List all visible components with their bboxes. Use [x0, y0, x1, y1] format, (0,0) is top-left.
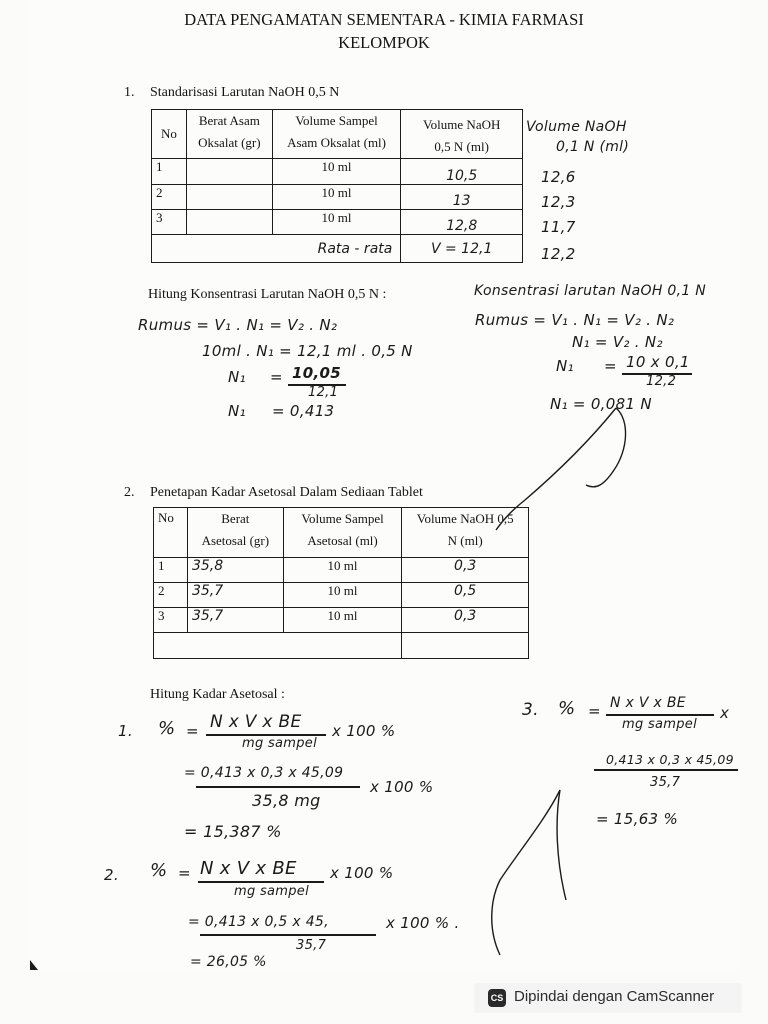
side-value: 12,6 [541, 168, 576, 186]
cell-volume: 10 ml [283, 583, 402, 608]
header-volume-2: Asetosal (ml) [307, 533, 378, 548]
calc1-sub-num: = 0,413 x 0,3 x 45,09 [184, 765, 344, 781]
cell-naoh: 10,5 [446, 168, 478, 184]
side-value: 12,2 [541, 245, 576, 263]
calc1-sub-times: x 100 % [370, 778, 434, 796]
header-volume-1: Volume Sampel [295, 113, 378, 128]
header-berat-2: Oksalat (gr) [198, 135, 261, 150]
cell-naoh: 13 [452, 193, 471, 209]
cell-naoh: 12,8 [446, 218, 478, 234]
formula-result-right: N₁ = 0,081 N [550, 395, 652, 413]
formula-var-right: N₁ [556, 357, 574, 375]
header-volume-2: Asam Oksalat (ml) [287, 135, 386, 150]
cell-berat: 35,8 [191, 558, 224, 574]
calc3-sub-num: 0,413 x 0,3 x 45,09 [606, 752, 734, 767]
cell-volume: 10 ml [272, 159, 401, 185]
cell-no: 1 [152, 159, 187, 185]
calc1-frac-den: mg sampel [242, 736, 318, 751]
cell-no: 3 [152, 210, 187, 235]
calc2-times100: x 100 % [330, 864, 394, 882]
header-berat-1: Berat Asam [198, 113, 260, 128]
calc1-sub-den: 35,8 mg [252, 791, 321, 810]
calc2-sub-times: x 100 % . [386, 914, 460, 932]
footer-value: V = 12,1 [430, 240, 493, 257]
side-value: 12,3 [541, 193, 576, 211]
section1-number: 1. [124, 85, 135, 100]
formula-line-right: N₁ = V₂ . N₂ [572, 333, 663, 351]
fraction-numerator: 10,05 [292, 364, 341, 382]
formula-line-right: Rumus = V₁ . N₁ = V₂ . N₂ [475, 311, 675, 329]
side-header-2: 0,1 N (ml) [556, 139, 630, 155]
section2-number: 2. [124, 485, 135, 500]
group-label: KELOMPOK [338, 33, 430, 52]
ink-stroke [557, 790, 566, 900]
ink-stroke [492, 790, 560, 955]
cell-volume: 10 ml [283, 558, 402, 583]
cell-berat: 35,7 [191, 608, 224, 624]
side-header-1: Volume NaOH [526, 119, 627, 135]
header-volume-1: Volume Sampel [301, 511, 384, 526]
page-corner [30, 960, 38, 970]
camscanner-logo-icon: CS [488, 989, 506, 1007]
formula-result: = 0,413 [272, 402, 335, 420]
header-no: No [152, 110, 187, 159]
calc1-percent: % [158, 718, 176, 739]
header-berat-1: Berat [221, 511, 250, 526]
calc2-frac-num: N x V x BE [200, 858, 297, 879]
formula-var: N₁ [228, 402, 246, 420]
section1-title: Standarisasi Larutan NaOH 0,5 N [150, 85, 340, 100]
cell-volume: 10 ml [283, 608, 402, 633]
formula-heading-right: Konsentrasi larutan NaOH 0,1 N [474, 283, 707, 299]
calc3-percent: % [558, 698, 576, 719]
calc1-frac-num: N x V x BE [210, 712, 302, 732]
cell-naoh: 0,3 [454, 608, 477, 624]
calc1-result: = 15,387 % [184, 822, 282, 841]
cell-volume: 10 ml [272, 185, 401, 210]
calc3-eq: = [588, 702, 601, 720]
header-naoh-1: Volume NaOH [422, 117, 501, 132]
calc1-number: 1. [118, 722, 133, 740]
fraction-denominator: 12,1 [308, 385, 339, 400]
calc3-sub-den: 35,7 [650, 775, 681, 790]
calc3-number: 3. [522, 700, 539, 720]
header-naoh-2: N (ml) [447, 533, 483, 548]
cell-naoh: 0,5 [454, 583, 477, 599]
calc2-heading: Hitung Kadar Asetosal : [150, 687, 285, 702]
ink-line [496, 408, 616, 530]
formula-line: 10ml . N₁ = 12,1 ml . 0,5 N [202, 342, 413, 360]
calc2-eq: = [178, 864, 191, 882]
calc1-eq: = [186, 722, 199, 740]
formula-line: Rumus = V₁ . N₁ = V₂ . N₂ [138, 316, 338, 334]
cell-volume: 10 ml [272, 210, 401, 235]
footer-label: Rata - rata [317, 240, 393, 257]
fraction-denominator-right: 12,2 [646, 374, 677, 389]
calc2-percent: % [150, 860, 168, 881]
side-value: 11,7 [541, 218, 576, 236]
calc1-times100: x 100 % [332, 722, 396, 740]
header-naoh-2: 0,5 N (ml) [434, 139, 489, 154]
watermark-text: Dipindai dengan CamScanner [514, 988, 715, 1005]
cell-berat: 35,7 [191, 583, 224, 599]
document-title: DATA PENGAMATAN SEMENTARA - KIMIA FARMASI [184, 10, 584, 29]
calc2-sub-num: = 0,413 x 0,5 x 45, [188, 914, 329, 930]
calc2-number: 2. [104, 866, 119, 884]
calc3-result: = 15,63 % [596, 810, 678, 828]
cell-no: 3 [154, 608, 188, 633]
header-naoh-1: Volume NaOH 0,5 [416, 511, 514, 526]
cell-no: 2 [152, 185, 187, 210]
cell-no: 1 [154, 558, 188, 583]
calc2-result: = 26,05 % [190, 954, 267, 970]
calc1-heading: Hitung Konsentrasi Larutan NaOH 0,5 N : [148, 287, 387, 302]
cell-naoh: 0,3 [454, 558, 477, 574]
calc2-frac-den: mg sampel [234, 884, 310, 899]
formula-eq: = [270, 368, 283, 386]
formula-var: N₁ [228, 368, 246, 386]
calc3-frac-den: mg sampel [622, 717, 698, 732]
fraction-numerator-right: 10 x 0,1 [626, 353, 690, 371]
formula-eq-right: = [604, 357, 617, 375]
section2-title: Penetapan Kadar Asetosal Dalam Sediaan Tablet [150, 485, 423, 500]
header-berat-2: Asetosal (gr) [201, 533, 270, 548]
calc3-frac-num: N x V x BE [610, 695, 686, 711]
calc2-sub-den: 35,7 [296, 938, 327, 953]
calc3-times: x [720, 704, 730, 722]
cell-no: 2 [154, 583, 188, 608]
header-no: No [154, 508, 188, 558]
